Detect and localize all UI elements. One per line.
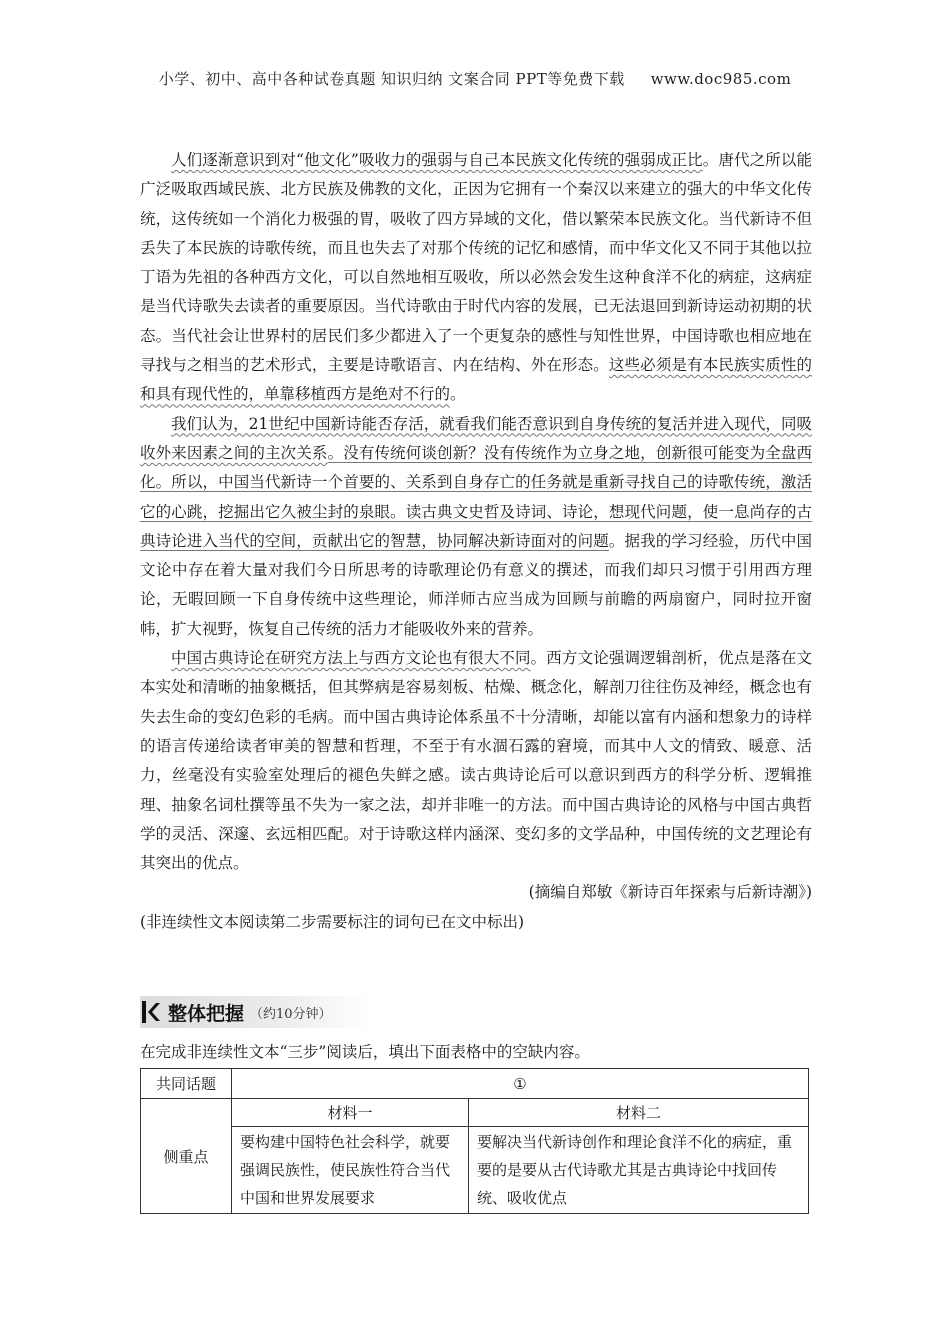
table-cell-label: 侧重点 — [141, 1099, 232, 1214]
summary-table — [140, 1068, 809, 1214]
section-title: 整体把握 — [168, 1002, 245, 1025]
marked-sentence: 我们认为，21世纪中国新诗能否存活，就看我们能否意识到自身传统的复活并进入现代，同吸收外来因素之间的主次关系 — [140, 414, 812, 462]
table-row — [141, 1069, 809, 1099]
header-text: 小学、初中、高中各种试卷真题 知识归纳 文案合同 PPT等免费下载 — [158, 70, 625, 88]
marked-sentence: 这些必须是有本民族实质性的和具有现代性的，单靠移植西方是绝对不行的 — [140, 356, 812, 404]
paragraph-1: 人们逐渐意识到对“他文化”吸收力的强弱与自己本民族文化传统的强弱成正比。唐代之所以能广泛吸取西域民族、北方民族及佛教的文化，正因为它拥有一个秦汉以来建立的强大的中华文化传统，这传统如一个消化力极强的胃，吸收了四方异域的文化，借以繁荣本民族文化。当代新诗不但丢失了本民族的诗歌传统，而且也失去了对那个传统的记忆和感情，而中华文化又不同于其他以拉丁语为先祖的各种西方文化，可以自然地相互吸收，所以必然会发生这种食洋不化的病症，这病症是当代诗歌失去读者的重要原因。当代诗歌由于时代内容的发展，已无法退回到新诗运动初期的状态。当代社会让世界村的居民们多少都进入了一个更复杂的感性与知性世界，中国诗歌也相应地在寻找与之相当的艺术形式，主要是诗歌语言、内在结构、外在形态。这些必须是有本民族实质性的和具有现代性的，单靠移植西方是绝对不行的。 — [140, 151, 812, 404]
marked-sentence: 。读古典文史哲及诗词、诗论，想现代问题，使一息尚存的古典诗论进入当代的空间，贡献出它的智慧，协同解决新诗面对的问题 — [140, 502, 812, 550]
instruction-text: 在完成非连续性文本“三步”阅读后，填出下面表格中的空缺内容。 — [140, 1043, 590, 1061]
paragraph-2: 我们认为，21世纪中国新诗能否存活，就看我们能否意识到自身传统的复活并进入现代，同吸收外来因素之间的主次关系。没有传统何谈创新？没有传统作为立身之地，创新很可能变为全盘西化。所以，中国当代新诗一个首要的、关系到自身存亡的任务就是重新寻找自己的诗歌传统，激活它的心跳，挖掘出它久被尘封的泉眼。读古典文史哲及诗词、诗论，想现代问题，使一息尚存的古典诗论进入当代的空间，贡献出它的智慧，协同解决新诗面对的问题。据我的学习经验，历代中国文论中存在着大量对我们今日所思考的诗歌理论仍有意义的撰述，而我们却只习惯于引用西方理论，无暇回顾一下自身传统中这些理论，师洋师古应当成为回顾与前瞻的两扇窗户，同时拉开窗帏，扩大视野，恢复自己传统的活力才能吸收外来的营养。 — [140, 414, 812, 638]
paragraph-3: 中国古典诗论在研究方法上与西方文论也有很大不同。西方文论强调逻辑剖析，优点是落在文本实处和清晰的抽象概括，但其弊病是容易刻板、枯燥、概念化，解剖刀往往伤及神经，概念也有失去生命的变幻色彩的毛病。而中国古典诗论体系虽不十分清晰，却能以富有内涵和想象力的诗样的语言传递给读者审美的智慧和哲理，不至于有水涸石露的窘境，而其中人文的情致、暖意、活力，丝毫没有实验室处理后的褪色失鲜之感。读古典诗论后可以意识到西方的科学分析、逻辑推理、抽象名词杜撰等虽不失为一家之法，却并非唯一的方法。而中国古典诗论的风格与中国古典哲学的灵活、深邃、玄远相匹配。对于诗歌这样内涵深、变幻多的文学品种，中国传统的文艺理论有其突出的优点。 — [140, 649, 812, 873]
section-heading — [140, 996, 370, 1028]
page-header — [0, 68, 950, 89]
table-row — [141, 1127, 809, 1214]
double-chevron-icon — [142, 1001, 162, 1023]
header-url[interactable]: www.doc985.com — [650, 70, 792, 88]
article-source: (摘编自郑敏《新诗百年探索与后新诗潮》) — [528, 883, 812, 902]
marked-sentence: 。没有传统何谈创新？没有传统作为立身之地，创新很可能变为全盘西化。所以，中国当代新诗一个首要的、关系到自身存亡的任务就是重新寻找自己的诗歌传统，激活它的心跳，挖掘出它久被尘封的泉眼 — [140, 443, 812, 521]
marked-sentence: 中国古典诗论在研究方法上与西方文论也有很大不同 — [171, 649, 531, 668]
article-body — [140, 146, 812, 937]
table-row — [141, 1099, 809, 1127]
table-header-material-1: 材料一 — [232, 1099, 469, 1127]
table-cell-material-1: 要构建中国特色社会科学，就要强调民族性，使民族性符合当代中国和世界发展要求 — [232, 1127, 469, 1214]
annotation-note: (非连续性文本阅读第二步需要标注的词句已在文中标出) — [140, 912, 525, 931]
table-header-material-2: 材料二 — [469, 1099, 809, 1127]
section-time-note: （约10分钟） — [250, 1006, 332, 1022]
marked-sentence: 人们逐渐意识到对“他文化”吸收力的强弱与自己本民族文化传统的强弱成正比 — [171, 151, 703, 169]
table-cell-blank[interactable]: ① — [232, 1069, 809, 1099]
table-cell-label: 共同话题 — [141, 1069, 232, 1099]
table-cell-material-2: 要解决当代新诗创作和理论食洋不化的病症，重要的是要从古代诗歌尤其是古典诗论中找回传统、吸收优点 — [469, 1127, 809, 1214]
